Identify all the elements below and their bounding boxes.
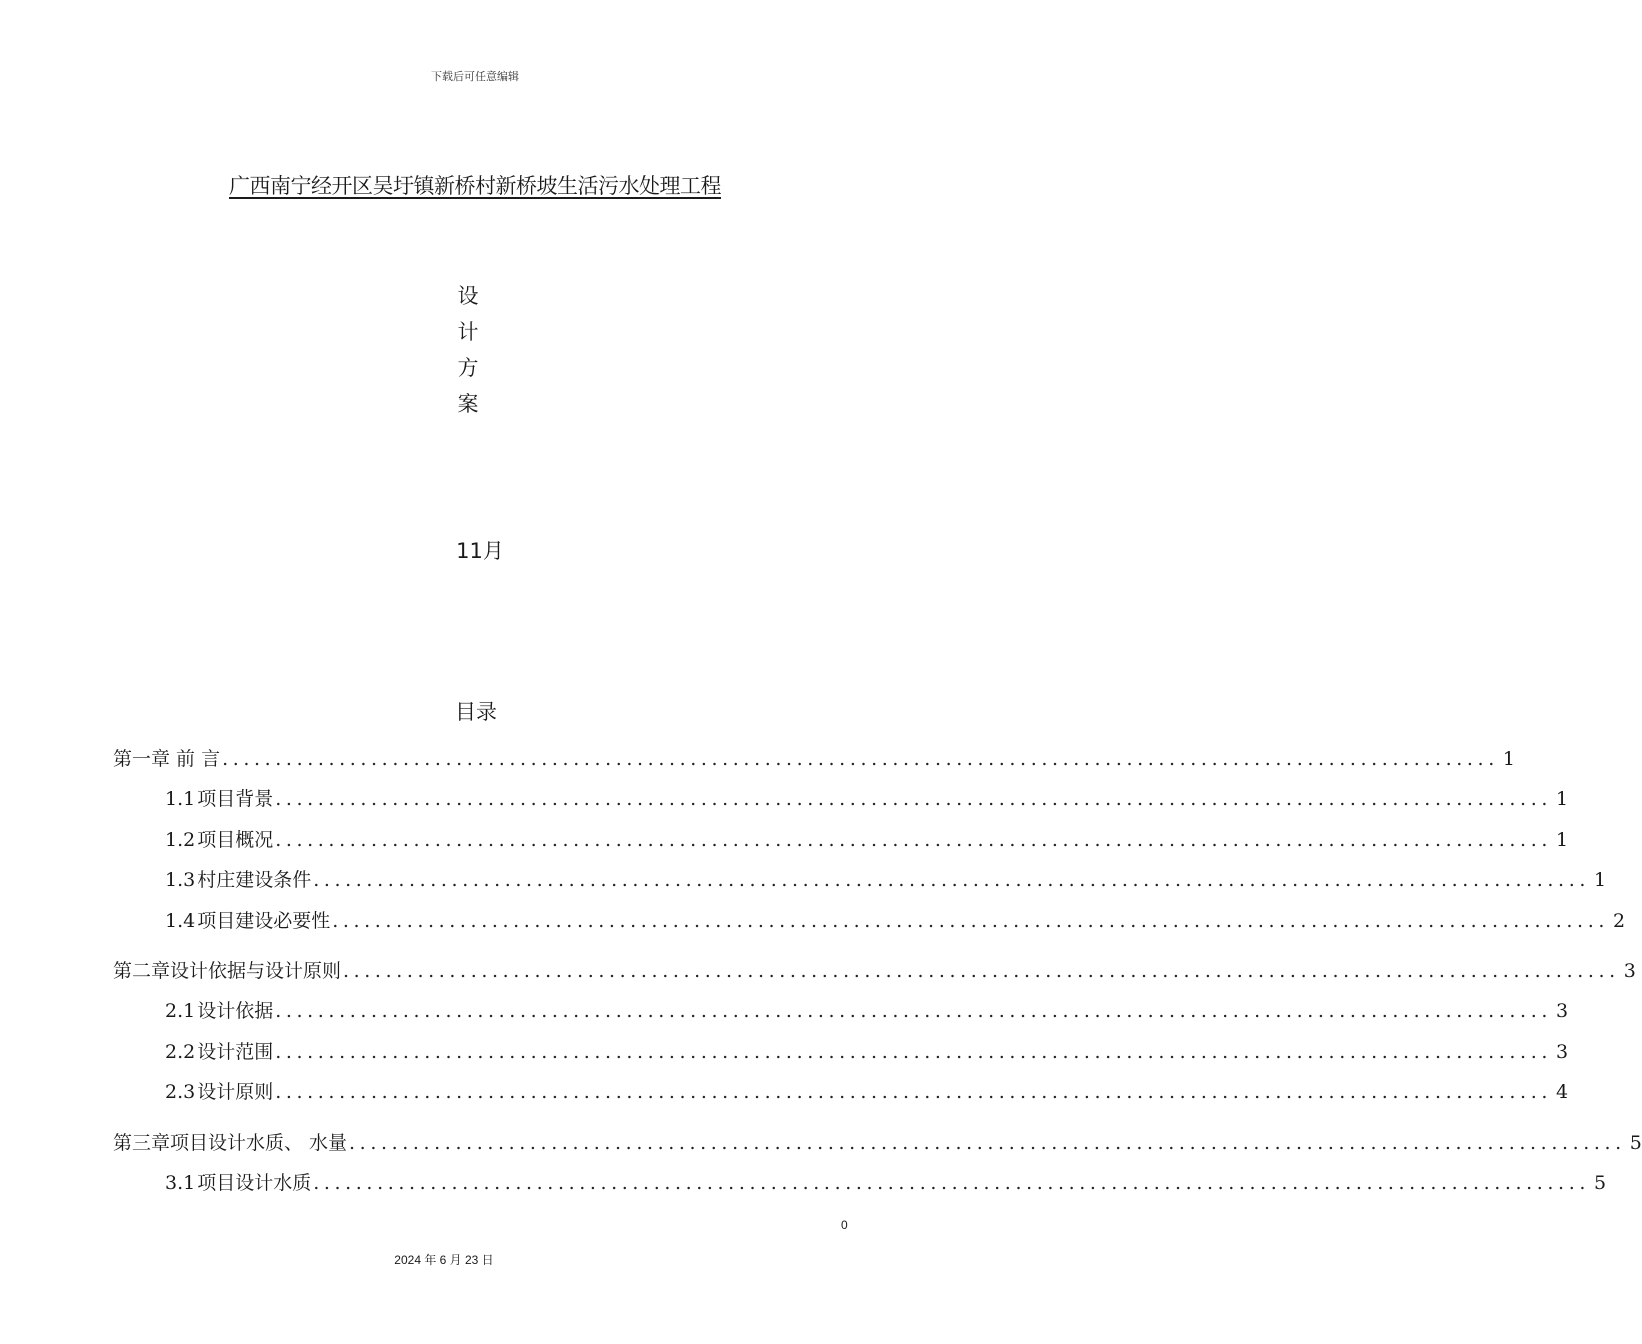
table-of-contents bbox=[113, 744, 1642, 1208]
page-number: 0 bbox=[841, 1218, 848, 1232]
toc-entry-title: 设计依据 bbox=[197, 1000, 274, 1023]
toc-entry-title: 第一章 前 言 bbox=[113, 748, 221, 770]
toc-entry-page: 4 bbox=[1555, 1081, 1569, 1104]
toc-leader-dots: ........................................................................................................................ bbox=[313, 1171, 1590, 1194]
toc-entry[interactable] bbox=[113, 906, 1626, 946]
toc-leader-dots: ........................................................................................................................ bbox=[313, 869, 1590, 892]
toc-entry[interactable] bbox=[113, 744, 1515, 784]
toc-leader-dots: ........................................................................................................................ bbox=[275, 828, 1552, 851]
toc-entry-title: 项目概况 bbox=[197, 828, 274, 851]
toc-entry[interactable] bbox=[113, 1128, 1642, 1168]
document-type-char: 方 bbox=[457, 356, 479, 380]
toc-leader-dots: ........................................................................................................................ bbox=[275, 1081, 1552, 1104]
toc-entry-page: 1 bbox=[1593, 869, 1607, 892]
toc-entry-title: 设计范围 bbox=[197, 1040, 274, 1063]
toc-entry[interactable] bbox=[113, 956, 1636, 996]
toc-entry[interactable] bbox=[113, 1037, 1569, 1077]
footer-date: 2024 年 6 月 23 日 bbox=[394, 1253, 494, 1267]
toc-leader-dots: ........................................................................................................................ bbox=[332, 909, 1609, 932]
toc-entry[interactable] bbox=[113, 784, 1569, 824]
toc-leader-dots: ........................................................................................................................ bbox=[275, 788, 1552, 811]
toc-entry[interactable] bbox=[113, 1077, 1569, 1117]
toc-entry-title: 设计原则 bbox=[197, 1081, 274, 1104]
toc-entry-number: 2.2 bbox=[165, 1040, 196, 1063]
toc-entry-number: 3.1 bbox=[165, 1171, 196, 1194]
toc-entry-page: 5 bbox=[1593, 1171, 1607, 1194]
toc-entry-page: 1 bbox=[1502, 748, 1515, 770]
document-type-char: 案 bbox=[457, 392, 479, 416]
toc-entry-title: 第三章项目设计水质、 水量 bbox=[113, 1131, 348, 1154]
document-type-title bbox=[455, 278, 481, 422]
toc-entry[interactable] bbox=[113, 1168, 1607, 1208]
toc-entry[interactable] bbox=[113, 996, 1569, 1036]
toc-entry-page: 3 bbox=[1555, 1000, 1569, 1023]
toc-leader-dots: ........................................................................................................................ bbox=[275, 1000, 1552, 1023]
document-type-char: 计 bbox=[457, 320, 479, 344]
toc-entry-page: 3 bbox=[1623, 959, 1636, 982]
document-type-char: 设 bbox=[457, 284, 479, 308]
toc-leader-dots: ........................................................................................................................ bbox=[349, 1131, 1626, 1154]
toc-entry-title: 村庄建设条件 bbox=[197, 869, 312, 892]
project-title: 广西南宁经开区吴圩镇新桥村新桥坡生活污水处理工程 bbox=[229, 174, 721, 198]
document-date: 11月 bbox=[456, 539, 504, 563]
toc-entry-title: 第二章设计依据与设计原则 bbox=[113, 959, 342, 982]
toc-entry-number: 1.4 bbox=[165, 909, 196, 932]
toc-entry-title: 项目设计水质 bbox=[197, 1171, 312, 1194]
toc-entry-page: 2 bbox=[1612, 909, 1626, 932]
toc-leader-dots: ........................................................................................................................ bbox=[275, 1040, 1552, 1063]
toc-entry-number: 2.1 bbox=[165, 1000, 196, 1023]
toc-entry[interactable] bbox=[113, 865, 1607, 905]
toc-entry-title: 项目建设必要性 bbox=[197, 909, 331, 932]
toc-heading: 目录 bbox=[455, 700, 497, 724]
header-note: 下载后可任意编辑 bbox=[431, 70, 519, 83]
toc-entry-title: 项目背景 bbox=[197, 788, 274, 811]
toc-entry-page: 3 bbox=[1555, 1040, 1569, 1063]
toc-leader-dots: ........................................................................................................................ bbox=[222, 748, 1499, 770]
toc-entry-number: 1.3 bbox=[165, 869, 196, 892]
toc-entry-number: 2.3 bbox=[165, 1081, 196, 1104]
toc-entry-page: 5 bbox=[1629, 1131, 1642, 1154]
toc-entry-page: 1 bbox=[1555, 828, 1569, 851]
toc-entry-number: 1.1 bbox=[165, 788, 196, 811]
toc-entry[interactable] bbox=[113, 825, 1569, 865]
toc-entry-page: 1 bbox=[1555, 788, 1569, 811]
toc-leader-dots: ........................................................................................................................ bbox=[343, 959, 1620, 982]
toc-entry-number: 1.2 bbox=[165, 828, 196, 851]
